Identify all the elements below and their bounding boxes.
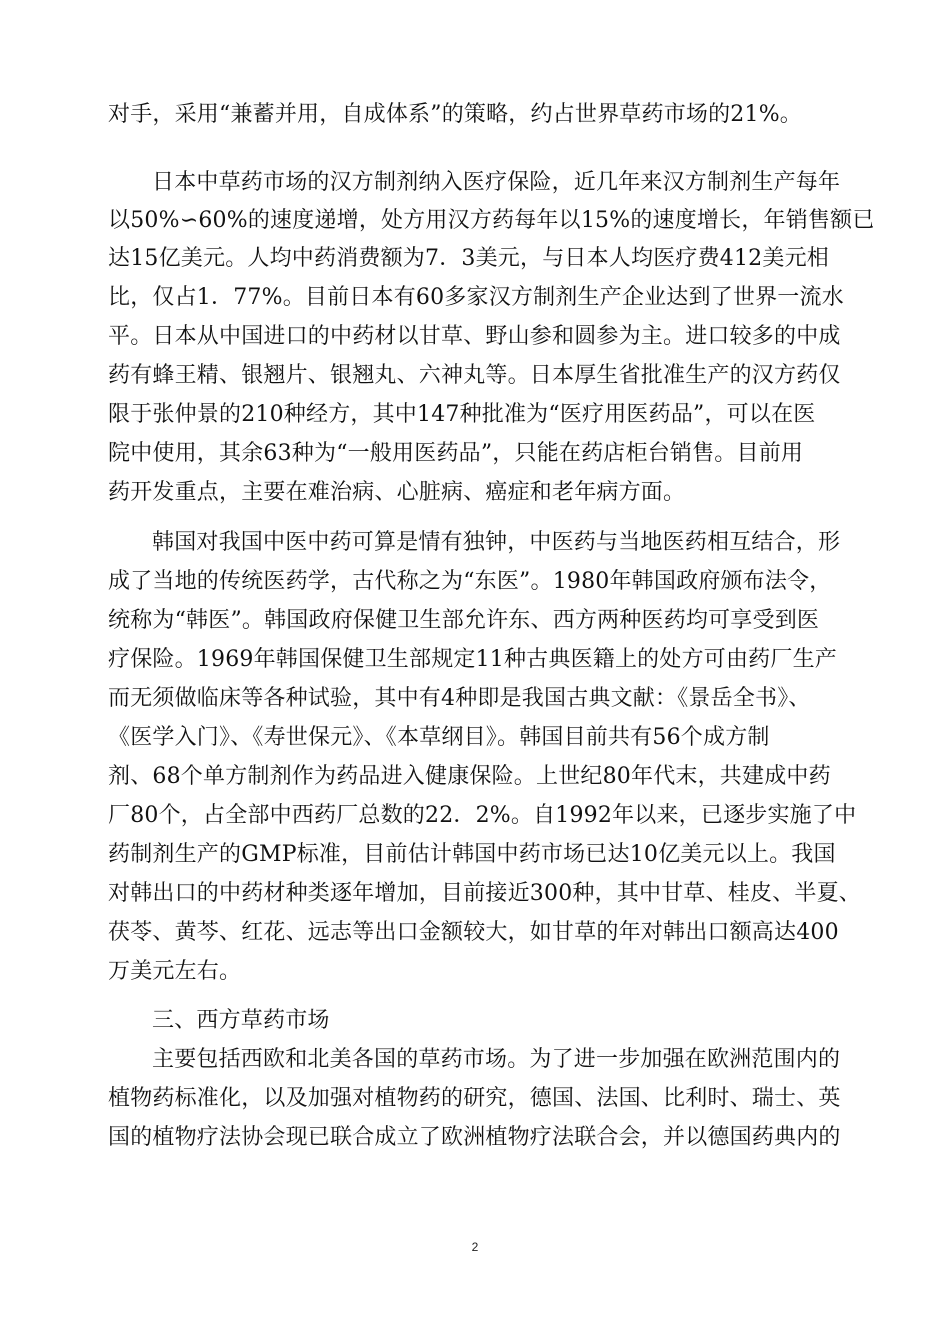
paragraph-korea-line: 韩国对我国中医中药可算是情有独钟，中医药与当地医药相互结合，形 — [152, 530, 841, 555]
text-line: 国的植物疗法协会现已联合成立了欧洲植物疗法联合会，并以德国药典内的 — [108, 1125, 841, 1150]
text-line: 万美元左右。 — [108, 959, 242, 984]
paragraph-japan-line: 日本中草药市场的汉方制剂纳入医疗保险，近几年来汉方制剂生产每年 — [152, 170, 841, 195]
paragraph-west-line: 主要包括西欧和北美各国的草药市场。为了进一步加强在欧洲范围内的 — [152, 1047, 841, 1072]
text-line: 药制剂生产的GMP标准，目前估计韩国中药市场已达10亿美元以上。我国 — [108, 842, 836, 867]
text-line: 而无须做临床等各种试验，其中有4种即是我国古典文献：《景岳全书》、 — [108, 686, 811, 711]
text-line: 统称为“韩医”。韩国政府保健卫生部允许东、西方两种医药均可享受到医 — [108, 608, 820, 633]
text-line: 药有蜂王精、银翘片、银翘丸、六神丸等。日本厚生省批准生产的汉方药仅 — [108, 363, 841, 388]
text-line: 茯苓、黄芩、红花、远志等出口金额较大，如甘草的年对韩出口额高达400 — [108, 920, 839, 945]
text-line: 平。日本从中国进口的中药材以甘草、野山参和圆参为主。进口较多的中成 — [108, 324, 841, 349]
text-line: 剂、68个单方制剂作为药品进入健康保险。上世纪80年代末，共建成中药 — [108, 764, 831, 789]
text-line: 药开发重点，主要在难治病、心脏病、癌症和老年病方面。 — [108, 480, 686, 505]
page-number: 2 — [471, 1240, 479, 1254]
text-line: 《医学入门》、《寿世保元》、《本草纲目》。韩国目前共有56个成方制 — [108, 725, 770, 750]
text-line: 以50%∽60%的速度递增，处方用汉方药每年以15%的速度增长，年销售额已 — [108, 208, 875, 233]
text-line: 成了当地的传统医药学，古代称之为“东医”。1980年韩国政府颁布法令， — [108, 569, 832, 594]
text-line: 达15亿美元。人均中药消费额为7．3美元，与日本人均医疗费412美元相 — [108, 246, 829, 271]
section-heading: 三、西方草药市场 — [152, 1008, 330, 1033]
text-line: 限于张仲景的210种经方，其中147种批准为“医疗用医药品”，可以在医 — [108, 402, 816, 427]
text-line: 厂80个，占全部中西药厂总数的22．2%。自1992年以来，已逐步实施了中 — [108, 803, 857, 828]
text-line: 植物药标准化，以及加强对植物药的研究，德国、法国、比利时、瑞士、英 — [108, 1086, 841, 1111]
text-line: 对韩出口的中药材种类逐年增加，目前接近300种，其中甘草、桂皮、半夏、 — [108, 881, 861, 906]
text-line: 对手，采用“兼蓄并用，自成体系”的策略，约占世界草药市场的21%。 — [108, 102, 802, 127]
text-line: 比，仅占1．77%。目前日本有60多家汉方制剂生产企业达到了世界一流水 — [108, 285, 844, 310]
text-line: 院中使用，其余63种为“一般用医药品”，只能在药店柜台销售。目前用 — [108, 441, 804, 466]
text-line: 疗保险。1969年韩国保健卫生部规定11种古典医籍上的处方可由药厂生产 — [108, 647, 837, 672]
